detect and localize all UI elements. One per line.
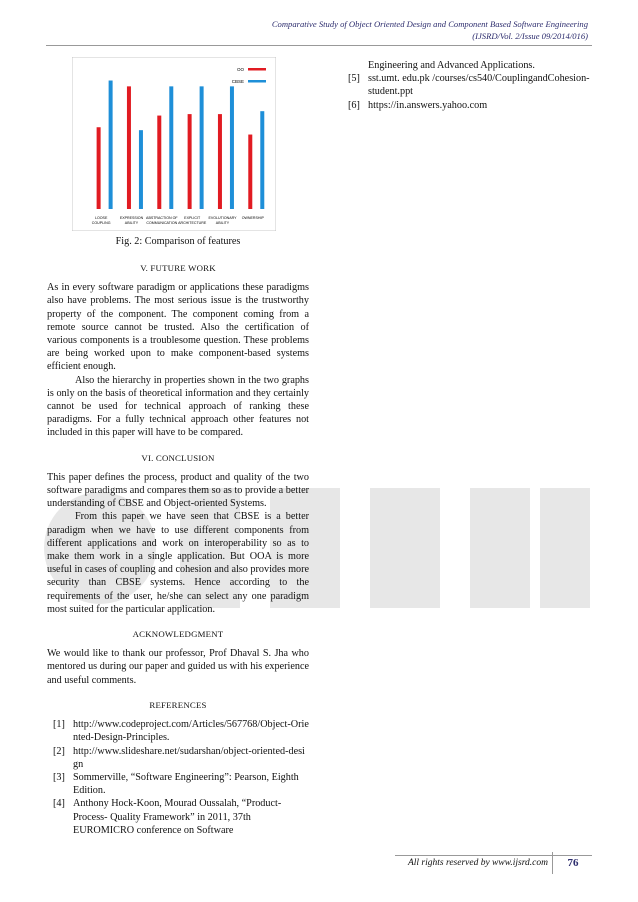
reference-item: [5] sst.umt. edu.pk /courses/cs540/CouplingandCohesion-student.ppt (348, 73, 590, 98)
acknowledgment-paragraph: We would like to thank our professor, Prof Dhaval S. Jha who mentored us during our paper and guided us with his experience and useful comments. (47, 648, 309, 686)
left-column (47, 262, 309, 837)
x-tick-label: EVOLUTIONARY ABILITY (208, 216, 237, 225)
legend-swatch (248, 80, 266, 83)
future-work-paragraph-1: As in every software paradigm or applications these paradigms also have problems. The most serious issue is the trustworthy property of the component. The component coming from a remote source cannot be trusted. Also the certification of various components is a troublesome question. These problems are being worked upon to make component-based systems efficient enough. (47, 282, 309, 373)
bar-cbse-1 (139, 130, 143, 209)
bar-oo-5 (248, 135, 252, 209)
x-tick-label: ABSTRACTION OF COMMUNICATION (146, 216, 178, 225)
page-number: 76 (552, 852, 593, 874)
legend-label: OO (236, 67, 244, 72)
reference-item: [4] Anthony Hock-Koon, Mourad Oussalah, “Product-Process- Quality Framework” in 2011, 37th EUROMICRO conference on Software (53, 798, 282, 836)
reference-text: Anthony Hock-Koon, Mourad Oussalah, “Product-Process- Quality Framework” in 2011, 37th EUROMICRO conference on Software (73, 798, 282, 836)
reference-link[interactable]: http://www.codeproject.com/Articles/567768/Object-Oriented-Design-Principles. (73, 719, 309, 744)
reference-link[interactable]: sst.umt. edu.pk /courses/cs540/CouplingandCohesion-student.ppt (368, 73, 590, 98)
section-heading-future-work: V. FUTURE WORK (140, 263, 216, 273)
bar-oo-0 (97, 127, 101, 209)
feature-comparison-chart (72, 57, 276, 231)
section-heading-references: REFERENCES (149, 699, 207, 710)
legend-label: CBSE (231, 79, 244, 84)
reference-list (47, 718, 309, 837)
conclusion-paragraph-1: This paper defines the process, product and quality of the two software paradigms and compares them so as to provide a better understanding of CBSE and Object-oriented Systems. (47, 471, 309, 510)
reference-text: Sommerville, “Software Engineering”: Pearson, Eighth Edition. (73, 771, 299, 797)
bar-cbse-5 (260, 111, 264, 209)
reference-item-continued (342, 59, 592, 72)
bar-oo-3 (188, 114, 192, 209)
footer-rights: All rights reserved by www.ijsrd.com (407, 858, 548, 868)
running-header (168, 18, 588, 42)
header-title: Comparative Study of Object Oriented Design and Component Based Software Engineering (271, 19, 588, 29)
reference-link[interactable]: http://www.slideshare.net/sudarshan/object-oriented-design (73, 745, 305, 770)
reference-text: Engineering and Advanced Applications. (368, 60, 535, 71)
reference-item: [6] https://in.answers.yahoo.com (348, 99, 488, 111)
bar-cbse-0 (109, 81, 113, 209)
bar-cbse-4 (230, 86, 234, 209)
bar-cbse-3 (200, 86, 204, 209)
x-tick-label: EXPLICIT ARCHITECTURE (178, 216, 207, 225)
header-rule (46, 45, 592, 46)
reference-item: [1] http://www.codeproject.com/Articles/567768/Object-Oriented-Design-Principles. (53, 719, 309, 744)
section-heading-conclusion: VI. CONCLUSION (141, 452, 215, 463)
bar-oo-2 (157, 116, 161, 209)
reference-item: [2] http://www.slideshare.net/sudarshan/object-oriented-design (53, 745, 305, 770)
right-column (342, 59, 592, 112)
bar-cbse-2 (169, 86, 173, 209)
header-issue: (IJSRD/Vol. 2/Issue 09/2014/016) (472, 31, 588, 41)
future-work-paragraph-2: Also the hierarchy in properties shown in the two graphs is only on the basis of theoretical information and they certainly cannot be used for technical approach of ranking these paradigms. For a fully technical approach other features not included in this paper will have to be compared. (47, 374, 309, 439)
x-tick-label: EXPRESSION ABILITY (119, 216, 144, 225)
legend-swatch (248, 68, 266, 71)
reference-link[interactable]: https://in.answers.yahoo.com (368, 99, 488, 111)
bar-oo-4 (218, 114, 222, 209)
figure-caption: Fig. 2: Comparison of features (115, 236, 241, 247)
reference-item: [3] Sommerville, “Software Engineering”: Pearson, Eighth Edition. (53, 771, 299, 797)
x-tick-label: OWNERSHIP (241, 216, 264, 220)
bar-oo-1 (127, 86, 131, 209)
reference-list-continued (342, 59, 592, 112)
x-tick-label: LOOSE COUPLING (91, 216, 111, 225)
chart-frame (72, 57, 276, 231)
section-heading-acknowledgment: ACKNOWLEDGMENT (132, 629, 224, 640)
conclusion-paragraph-2: From this paper we have seen that CBSE is a better paradigm when we have to use different components from different applications and work on interoperability so as to make them work in a single application. But OOA is more useful in cases of coupling and cohesion and also provides more security than CBSE systems. Hence according to the requirements of the user, he/she can select any one paradigm most suited for the particular application. (47, 511, 309, 615)
